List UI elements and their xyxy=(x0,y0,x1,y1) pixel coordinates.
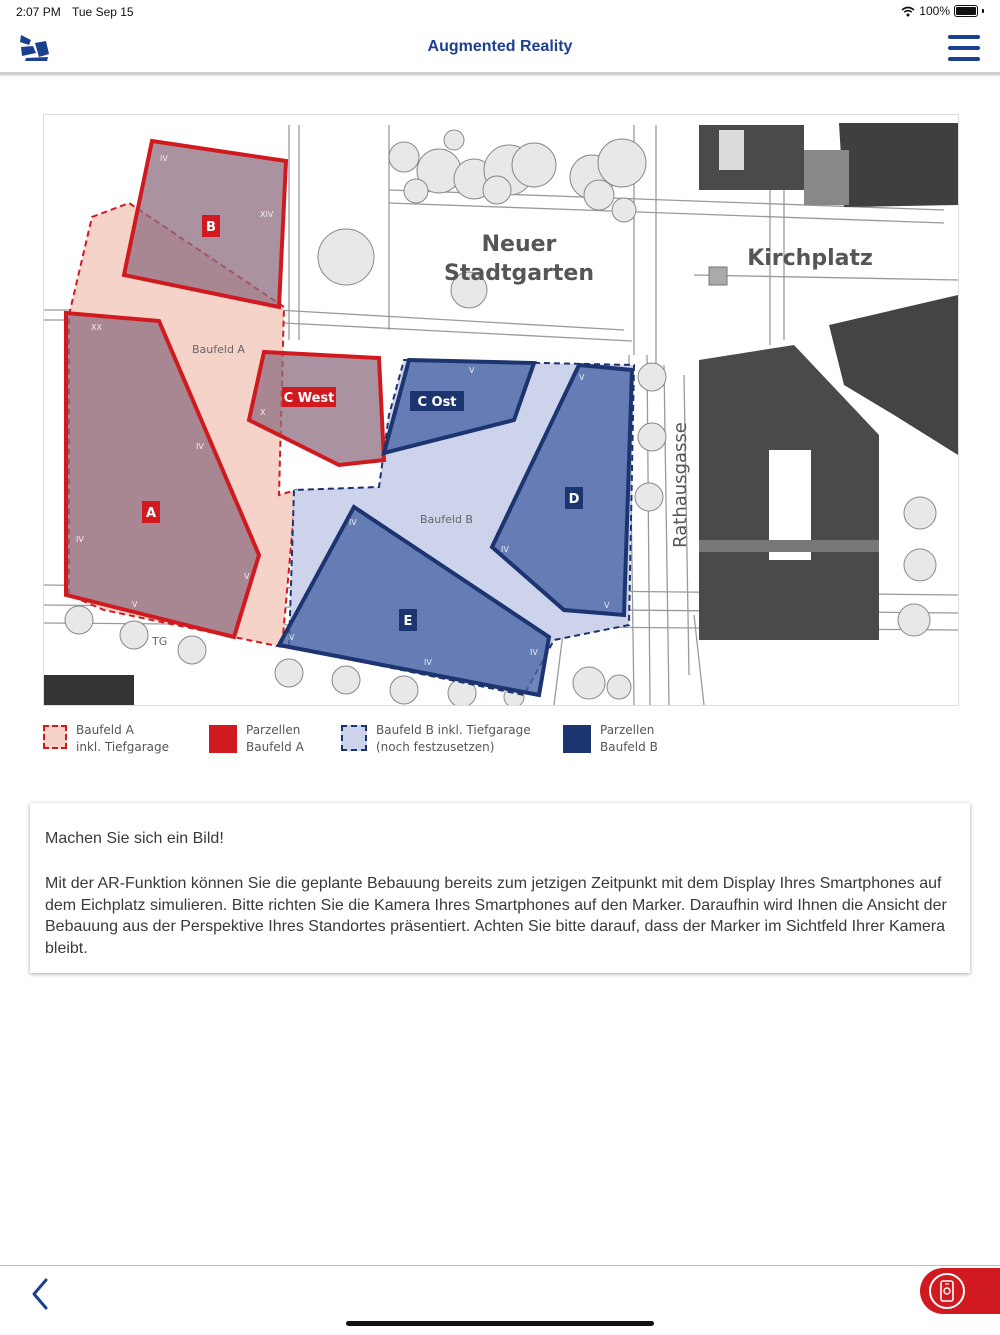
parcel-label-d: D xyxy=(568,492,580,507)
floor-label: IV xyxy=(424,658,432,667)
map-legend xyxy=(0,722,1000,766)
tg-label: TG xyxy=(152,635,168,648)
baufeld-b-label: Baufeld B xyxy=(420,513,473,526)
floor-label: V xyxy=(289,633,295,642)
site-plan-map xyxy=(43,114,959,706)
floor-label: X xyxy=(260,408,266,417)
floor-label: IV xyxy=(530,648,538,657)
legend-swatch-dashed-red xyxy=(43,725,67,749)
parcel-label-b: B xyxy=(206,220,216,235)
baufeld-a-label: Baufeld A xyxy=(192,343,245,356)
parcel-label-e: E xyxy=(403,614,413,629)
legend-swatch-solid-blue xyxy=(563,725,591,753)
parcel-label-a: A xyxy=(145,506,157,521)
floor-label: V xyxy=(469,366,475,375)
floor-label: XX xyxy=(91,323,102,332)
info-heading: Machen Sie sich ein Bild! xyxy=(45,830,224,847)
parcel-label-c-west: C West xyxy=(283,391,335,406)
page-title: Augmented Reality xyxy=(427,38,573,55)
navigation-bar xyxy=(0,24,1000,75)
floor-label: V xyxy=(132,600,138,609)
hamburger-menu-icon[interactable] xyxy=(948,35,980,61)
chevron-left-icon[interactable] xyxy=(26,1274,56,1314)
floor-label: IV xyxy=(501,545,509,554)
floor-label: V xyxy=(604,601,610,610)
legend-item-parzellen-a: Parzellen Baufeld A xyxy=(209,722,304,756)
legend-swatch-solid-red xyxy=(209,725,237,753)
square-name: Kirchplatz xyxy=(747,246,873,271)
street-name: Rathausgasse xyxy=(670,422,691,548)
legend-item-parzellen-b: Parzellen Baufeld B xyxy=(563,722,658,756)
battery-icon xyxy=(954,5,978,17)
floor-label: V xyxy=(579,373,585,382)
status-indicators xyxy=(901,4,984,18)
legend-item-baufeld-b: Baufeld B inkl. Tiefgarage (noch festzusetzen) xyxy=(341,722,531,756)
park-name-line-1: Neuer xyxy=(481,232,557,257)
floor-label: V xyxy=(244,572,250,581)
floor-label: IV xyxy=(196,442,204,451)
park-name-line-2: Stadtgarten xyxy=(443,261,595,286)
status-time: 2:07 PM xyxy=(16,5,61,19)
ar-start-button[interactable] xyxy=(920,1268,1000,1314)
status-date: Tue Sep 15 xyxy=(72,5,134,19)
legend-swatch-dashed-blue xyxy=(341,725,367,751)
floor-label: XIV xyxy=(260,210,274,219)
wifi-icon xyxy=(901,6,915,17)
floor-label: IV xyxy=(76,535,84,544)
info-card xyxy=(30,803,970,973)
info-body: Mit der AR-Funktion können Sie die geplante Bebauung bereits zum jetzigen Zeitpunkt mit dem Display Ihres Smartphones auf dem Eichplatz simulieren. Bitte richten Sie die Kamera Ihres Smartphones auf den Marker. Daraufhin wird Ihnen die Ansicht der Bebauung aus der Perspektive Ihres Standortes präsentiert. Achten Sie bitte darauf, dass der Marker im Sichtfeld Ihrer Kamera bleibt. xyxy=(45,875,947,957)
home-indicator xyxy=(346,1321,654,1326)
ar-phone-icon xyxy=(929,1273,965,1309)
legend-item-baufeld-a: Baufeld A inkl. Tiefgarage xyxy=(43,722,169,756)
floor-label: IV xyxy=(349,518,357,527)
floor-label: IV xyxy=(160,154,168,163)
parcel-label-c-ost: C Ost xyxy=(417,395,457,410)
status-bar xyxy=(0,0,1000,24)
battery-percent: 100% xyxy=(919,4,950,18)
